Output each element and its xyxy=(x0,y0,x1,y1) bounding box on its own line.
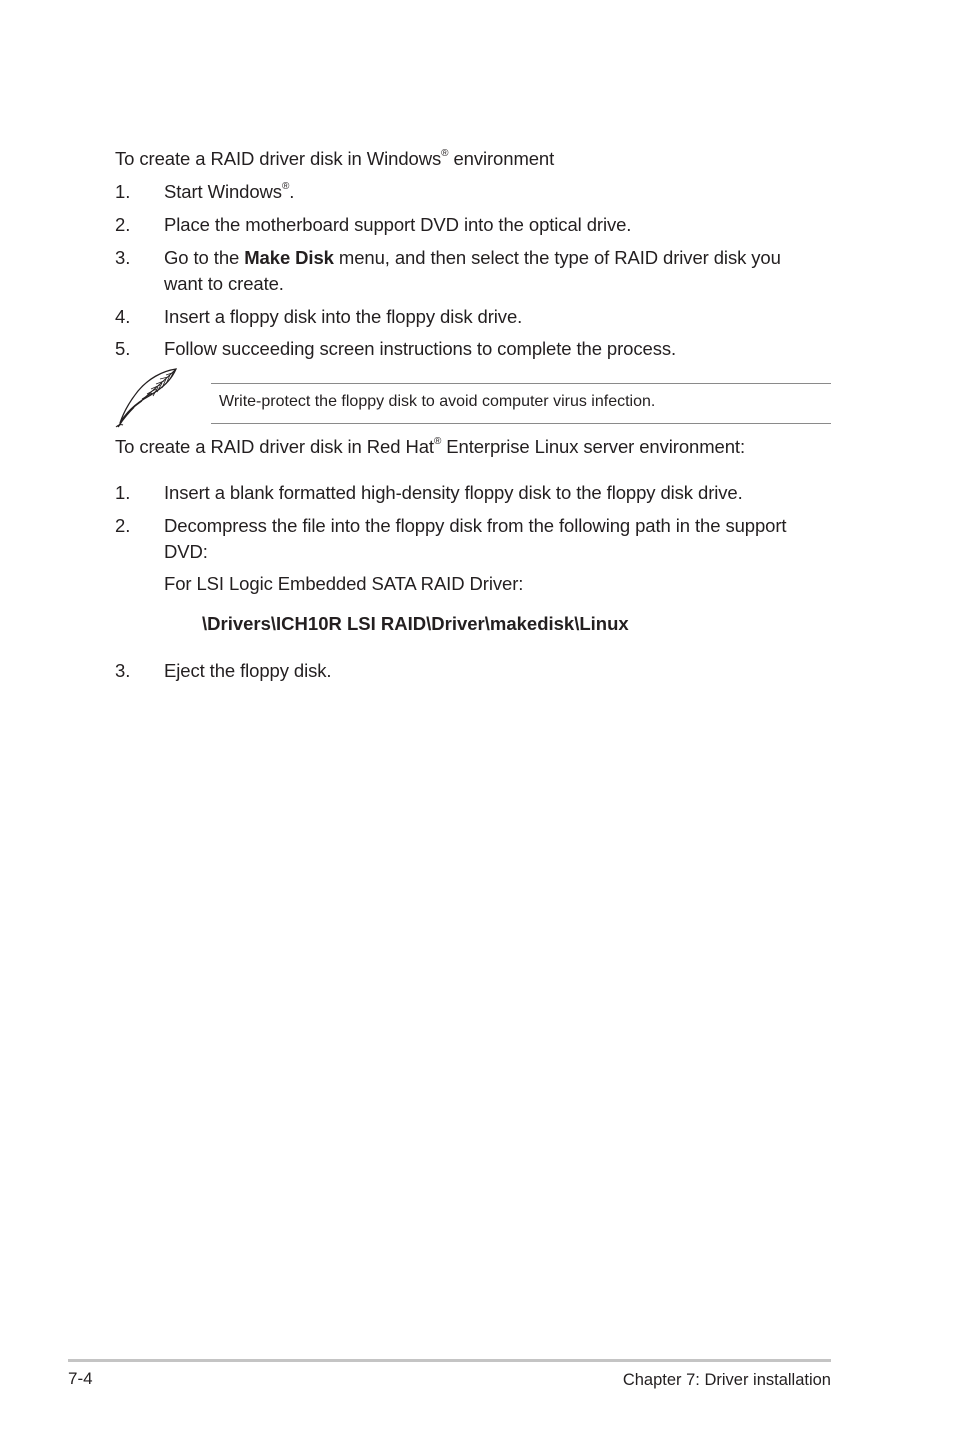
note-bottom-rule xyxy=(211,423,831,424)
windows-step-3 xyxy=(164,245,781,271)
windows-step-3-continued: want to create. xyxy=(164,273,284,294)
registered-mark: ® xyxy=(433,435,442,447)
step-text-tail: menu, and then select the type of RAID driver disk you xyxy=(333,247,781,268)
windows-step-2: Place the motherboard support DVD into the optical drive. xyxy=(164,214,632,235)
windows-intro-text: To create a RAID driver disk in Windows xyxy=(115,148,442,169)
step-text: Go to the xyxy=(164,247,245,268)
step-text: Start Windows xyxy=(164,181,282,202)
linux-step-2: Decompress the file into the floppy disk from the following path in the support xyxy=(164,515,787,536)
linux-intro xyxy=(115,434,745,460)
driver-path: \Drivers\ICH10R LSI RAID\Driver\makedisk\Linux xyxy=(202,613,629,634)
step-number: 5. xyxy=(115,338,131,359)
registered-mark: ® xyxy=(281,180,290,192)
registered-mark: ® xyxy=(441,147,449,159)
feather-pen-icon xyxy=(114,367,180,429)
note-top-rule xyxy=(211,383,831,384)
make-disk-menu-name: Make Disk xyxy=(244,247,334,268)
windows-intro xyxy=(115,146,554,172)
windows-step-4: Insert a floppy disk into the floppy disk drive. xyxy=(164,306,523,327)
linux-intro-tail: Enterprise Linux server environment: xyxy=(441,436,745,457)
step-number: 1. xyxy=(115,181,131,202)
step-number: 3. xyxy=(115,660,131,681)
linux-step-3: Eject the floppy disk. xyxy=(164,660,332,681)
step-number: 1. xyxy=(115,482,131,503)
step-number: 4. xyxy=(115,306,131,327)
step-number: 2. xyxy=(115,515,131,536)
note-text: Write-protect the floppy disk to avoid computer virus infection. xyxy=(219,393,656,410)
step-number: 2. xyxy=(115,214,131,235)
linux-intro-text: To create a RAID driver disk in Red Hat xyxy=(115,436,434,457)
page-number: 7-4 xyxy=(68,1369,93,1388)
windows-step-5: Follow succeeding screen instructions to complete the process. xyxy=(164,338,677,359)
windows-step-1 xyxy=(164,179,294,205)
step-text-tail: . xyxy=(289,181,295,202)
linux-step-2-continued: DVD: xyxy=(164,541,208,562)
linux-step-1: Insert a blank formatted high-density floppy disk to the floppy disk drive. xyxy=(164,482,743,503)
windows-intro-tail: environment xyxy=(448,148,555,169)
step-number: 3. xyxy=(115,247,131,268)
driver-label: For LSI Logic Embedded SATA RAID Driver: xyxy=(164,573,524,594)
footer-rule xyxy=(68,1359,831,1362)
chapter-title: Chapter 7: Driver installation xyxy=(622,1371,831,1389)
